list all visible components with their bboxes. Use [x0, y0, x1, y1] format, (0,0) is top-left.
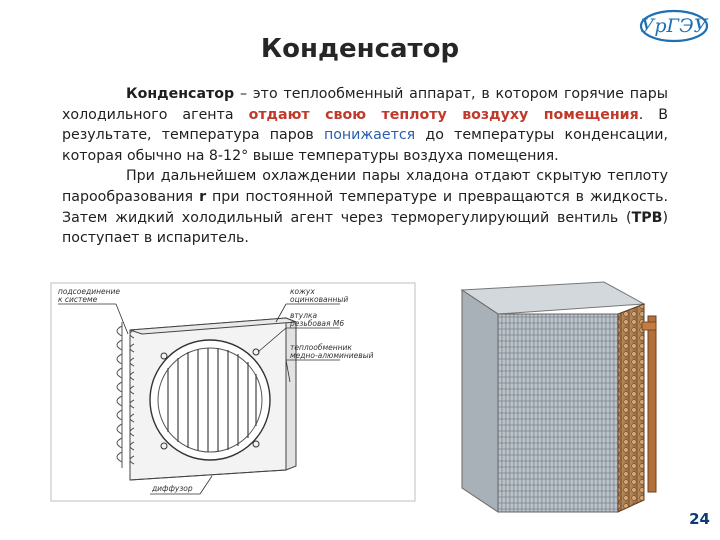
condenser-diagram: [50, 282, 416, 502]
condenser-photo: [454, 278, 674, 514]
callout-connection-2: к системе: [58, 295, 98, 304]
university-logo: [638, 8, 710, 44]
term-condenser: Конденсатор: [126, 86, 235, 102]
callout-casing-2: оцинкованный: [290, 295, 349, 304]
page-number: 24: [689, 510, 710, 528]
paragraph-definition: Конденсатор – это теплообменный аппарат, в котором горячие пары холодильного агента отдают свою теплоту воздуху помещения. В результате, температура паров понижается до температуры конденсации, которая обычно на 8-12° выше температуры воздуха помещения.: [62, 86, 668, 164]
callout-sleeve-2: резьбовая М6: [290, 319, 345, 328]
paragraph-cooling: При дальнейшем охлаждении пары хладона отдают скрытую теплоту парообразования r при постоянной температуре и превращаются в жидкость. Затем жидкий холодильный агент через терморегулирующий вентиль (ТРВ) поступает в испаритель.: [62, 168, 668, 247]
highlight-decrease: понижается: [323, 127, 416, 144]
fin-face: [462, 290, 498, 512]
callout-casing-1: кожух: [290, 287, 315, 296]
page-title: Конденсатор: [260, 34, 460, 64]
callout-diffuser: диффузор: [152, 484, 193, 493]
highlight-heat-release: отдают свою теплоту воздуху помещения: [248, 106, 639, 123]
callout-exchanger-1: теплообменник: [290, 343, 352, 352]
body-text: [62, 84, 668, 249]
abbr-trv: ТРВ: [631, 209, 663, 226]
callout-sleeve-1: втулка: [290, 311, 318, 320]
symbol-r: r: [199, 188, 207, 205]
logo-text: УрГЭУ: [640, 15, 708, 37]
tube-side: [618, 304, 644, 512]
copper-header: [648, 316, 656, 492]
callout-connection-1: подсоединение: [58, 287, 120, 296]
callout-exchanger-2: медно-алюминиевый: [290, 351, 374, 360]
